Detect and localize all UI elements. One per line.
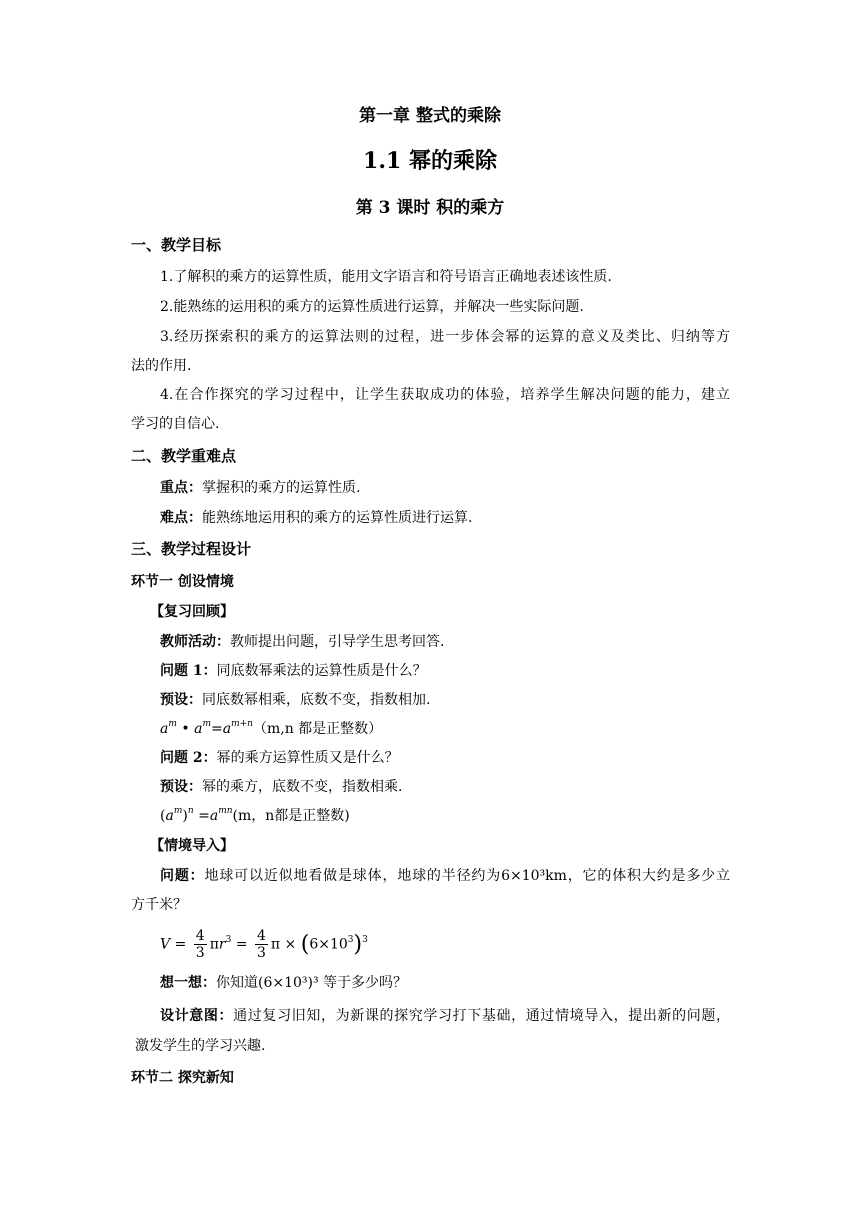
teacher-activity: [160, 632, 444, 652]
objective-4-line2: 学习的自信心.: [131, 416, 220, 432]
difficult-point-label: 难点：: [160, 510, 202, 526]
design-text-line1: 通过复习旧知，为新课的探究学习打下基础，通过情境导入，提出新的问题，: [233, 1008, 731, 1024]
objective-4-line1: 4.在合作探究的学习过程中，让学生获取成功的体验，培养学生解决问题的能力，建立: [160, 387, 730, 403]
teacher-activity-label: 教师活动：: [160, 634, 230, 650]
key-point-text: 掌握积的乘方的运算性质.: [202, 480, 361, 496]
question-1: [160, 661, 427, 681]
key-point-label: 重点：: [160, 480, 202, 496]
objective-2: 2.能熟练的运用积的乘方的运算性质进行运算，并解决一些实际问题.: [160, 299, 584, 315]
rule2-note: (m，n都是正整数): [232, 808, 350, 824]
preset-1: [160, 690, 430, 710]
problem-text-line1: 地球可以近似地看做是球体，地球的半径约为6×10³km，它的体积大约是多少立: [204, 868, 731, 884]
problem-line2: 方千米？: [131, 897, 187, 913]
question-2-text: 幂的乘方运算性质又是什么？: [216, 750, 399, 766]
design-label: 设计意图：: [160, 1008, 234, 1024]
preset-1-text: 同底数幂相乘，底数不变，指数相加.: [202, 692, 431, 708]
objective-3-line2: 法的作用.: [131, 358, 192, 374]
objective-1: 1.了解积的乘方的运算性质，能用文字语言和符号语言正确地表述该性质.: [160, 269, 612, 285]
rule1-note: （m,n 都是正整数）: [252, 721, 383, 737]
lesson-title: 第 3 课时 积的乘方: [355, 198, 505, 218]
preset-2: [160, 777, 402, 797]
power-product-rule: $a^m$ • $a^m=a^{m+n}(m,n$ 都是正整数）: [160, 719, 383, 737]
question-2: [160, 748, 399, 768]
think-label: 想一想：: [160, 975, 216, 991]
design-line2: 激发学生的学习兴趣.: [135, 1038, 266, 1054]
difficult-point: [160, 508, 472, 528]
chapter-title: 第一章 整式的乘除: [359, 106, 501, 126]
think: [160, 973, 407, 993]
objective-3-line1: 3.经历探索积的乘方的运算法则的过程，进一步体会幂的运算的意义及类比、归纳等方: [160, 329, 730, 345]
step2-title: 环节二 探究新知: [131, 1070, 234, 1086]
section-title: 1.1 幂的乘除: [363, 148, 497, 174]
step1-title: 环节一 创设情境: [131, 574, 234, 590]
part2-title: 二、教学重难点: [131, 447, 237, 465]
intro-title: 【情境导入】: [150, 838, 234, 854]
preset-1-label: 预设：: [160, 692, 202, 708]
design-line1: [160, 1006, 730, 1026]
difficult-point-text: 能熟练地运用积的乘方的运算性质进行运算.: [202, 510, 473, 526]
question-1-text: 同底数幂乘法的运算性质是什么？: [216, 663, 427, 679]
review-title: 【复习回顾】: [150, 604, 234, 620]
part3-title: 三、教学过程设计: [131, 540, 252, 558]
question-1-label: 问题 1：: [160, 663, 217, 679]
think-text: 你知道(6×10³)³ 等于多少吗？: [216, 975, 408, 991]
question-2-label: 问题 2：: [160, 750, 217, 766]
key-point: [160, 478, 360, 498]
teacher-activity-text: 教师提出问题，引导学生思考回答.: [230, 634, 445, 650]
problem-label: 问题：: [160, 868, 205, 884]
preset-2-label: 预设：: [160, 779, 202, 795]
part1-title: 一、教学目标: [131, 236, 222, 254]
volume-formula: V = $\frac{4}{3}$ $\pi r^3$ = $\frac{4}{3}$ $\pi \times (6\times 10^3)^3$: [160, 928, 368, 961]
power-of-power-rule: $(a^m)^n =a^{mn}(m$，n都是正整数): [160, 806, 350, 824]
problem-line1: [160, 866, 730, 886]
preset-2-text: 幂的乘方，底数不变，指数相乘.: [202, 779, 403, 795]
